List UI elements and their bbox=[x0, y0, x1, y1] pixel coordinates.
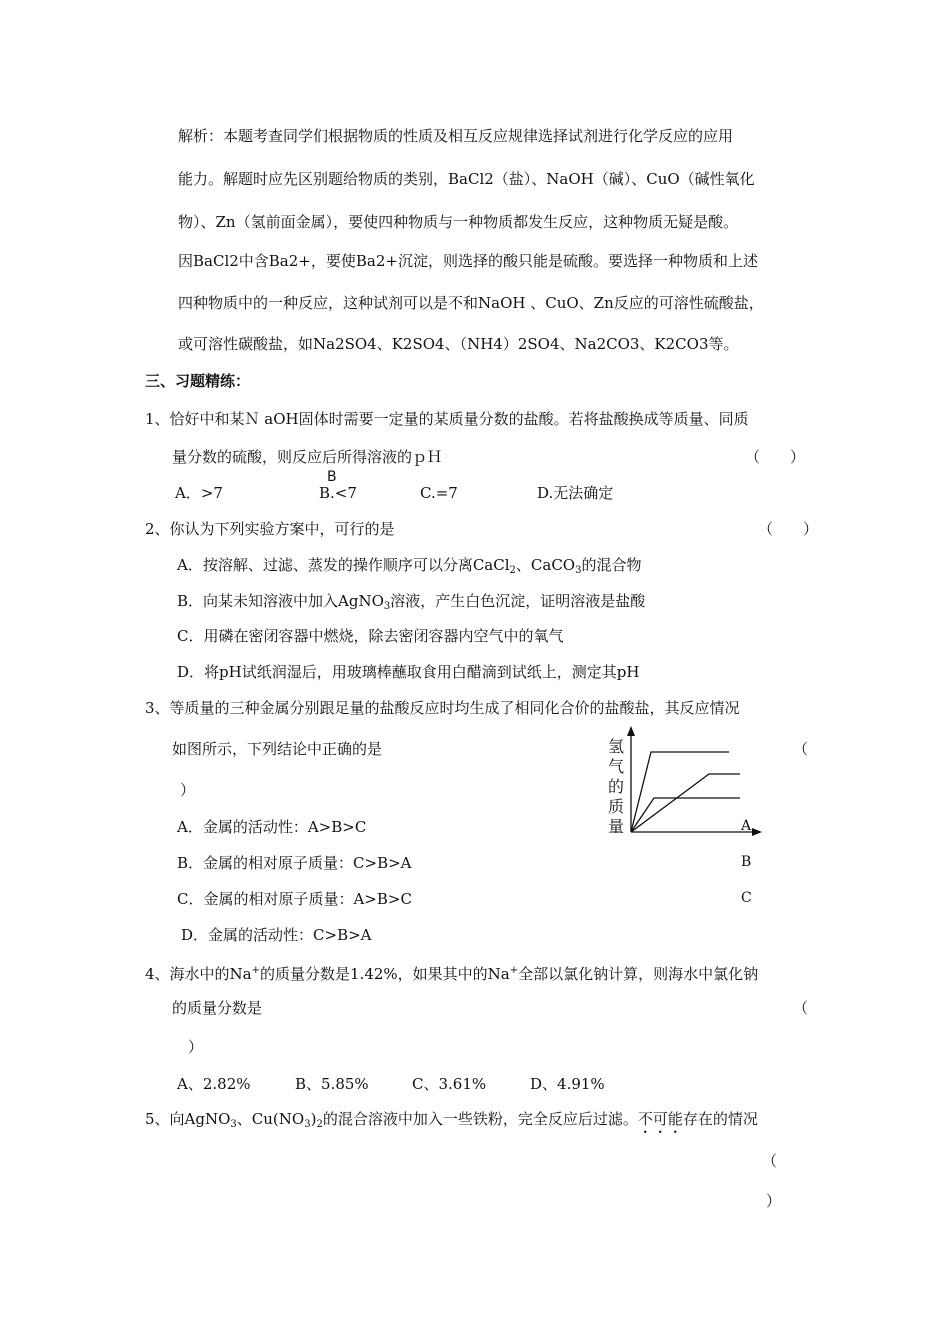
q1-option-b: B.<7 bbox=[319, 484, 357, 502]
q4-stem-line-2: 的质量分数是 bbox=[172, 999, 263, 1017]
q5-emphasis: 不可能 bbox=[637, 1110, 683, 1128]
q2-option-c: C．用磷在密闭容器中燃烧，除去密闭容器内空气中的氧气 bbox=[177, 627, 564, 645]
analysis-line-1: 解析：本题考查同学们根据物质的性质及相互反应规律选择试剂进行化学反应的应用 bbox=[178, 127, 734, 145]
q4-option-a: A、2.82% bbox=[177, 1075, 251, 1093]
graph-y-arrow bbox=[627, 726, 635, 736]
q2-option-d: D．将pH试纸润湿后，用玻璃棒蘸取食用白醋滴到试纸上，测定其pH bbox=[177, 663, 640, 681]
graph-line-a bbox=[631, 752, 729, 832]
graph-ylabel-1: 氢 bbox=[608, 737, 625, 756]
q3-option-d: D．金属的活动性：C>B>A bbox=[181, 926, 372, 944]
analysis-line-3: 物）、Zn（氢前面金属），要使四种物质与一种物质都发生反应，这种物质无疑是酸。 bbox=[178, 213, 739, 231]
q3-option-a: A．金属的活动性：A>B>C bbox=[177, 818, 367, 836]
q4-option-b: B、5.85% bbox=[295, 1075, 369, 1093]
q3-stem-line-1: 3、等质量的三种金属分别跟足量的盐酸反应时均生成了相同化合价的盐酸盐，其反应情况 bbox=[145, 699, 740, 717]
q4-stem-line-1: 4、海水中的Na+的质量分数是1.42%，如果其中的Na+全部以氯化钠计算，则海水中氯化钠 bbox=[145, 965, 759, 983]
graph-line-b bbox=[631, 774, 740, 832]
section-title: 三、习题精练： bbox=[145, 372, 251, 390]
graph-label-c: C bbox=[741, 890, 752, 906]
q1-stem-line-2: 量分数的硫酸，则反应后所得溶液的ｐＨ bbox=[172, 448, 443, 466]
q1-answer-paren: （ ） bbox=[745, 448, 806, 466]
q5-paren-close: ） bbox=[766, 1192, 782, 1210]
q3-stem-line-2: 如图所示，下列结论中正确的是 bbox=[172, 740, 383, 758]
graph-ylabel-5: 量 bbox=[608, 817, 625, 836]
graph-ylabel-3: 的 bbox=[608, 777, 625, 796]
q5-stem: 5、向AgNO$_3$、$Cu(NO_3)_2$的混合溶液中加入一些铁粉，完全反应后过滤。不可能存在的情况 bbox=[145, 1110, 758, 1130]
q4-paren-close: ） bbox=[188, 1038, 204, 1056]
analysis-line-2: 能力。解题时应先区别题给物质的类别，BaCl2（盐）、NaOH（碱）、CuO（碱性氧化 bbox=[178, 170, 755, 188]
graph-line-c bbox=[631, 798, 740, 832]
graph-ylabel-4: 质 bbox=[608, 797, 625, 816]
q3-option-b: B．金属的相对原子质量：C>B>A bbox=[177, 854, 412, 872]
q4-option-d: D、4.91% bbox=[530, 1075, 605, 1093]
q1-option-c: C.=7 bbox=[420, 484, 458, 502]
q2-answer-paren: （ ） bbox=[758, 520, 819, 538]
q4-paren-open: （ bbox=[793, 999, 809, 1017]
graph-label-b: B bbox=[741, 854, 752, 870]
q3-paren-close: ） bbox=[180, 781, 196, 799]
graph-x-arrow bbox=[752, 828, 762, 836]
graph-ylabel-2: 气 bbox=[608, 757, 625, 776]
graph-label-a: A bbox=[741, 818, 752, 834]
q2-stem: 2、你认为下列实验方案中，可行的是 bbox=[145, 520, 395, 538]
q1-option-a: A．>7 bbox=[175, 484, 223, 502]
q3-paren-open: （ bbox=[793, 740, 809, 758]
q3-option-c: C．金属的相对原子质量：A>B>C bbox=[177, 890, 412, 908]
q5-paren-open: （ bbox=[762, 1152, 778, 1170]
analysis-line-6: 或可溶性碳酸盐，如Na2SO4、K2SO4、（NH4）2SO4、Na2CO3、K2CO3等。 bbox=[178, 335, 739, 353]
analysis-line-4: 因BaCl2中含Ba2+，要使Ba2+沉淀，则选择的酸只能是硫酸。要选择一种物质和上述 bbox=[178, 252, 758, 270]
q1-stem-line-1: 1、恰好中和某Ｎ aOH固体时需要一定量的某质量分数的盐酸。若将盐酸换成等质量、同质 bbox=[145, 410, 749, 428]
q1-answer-mark: B bbox=[327, 469, 337, 485]
q2-option-a: A．按溶解、过滤、蒸发的操作顺序可以分离CaCl$_2$、CaCO$_3$的混合物 bbox=[177, 556, 642, 576]
analysis-line-5: 四种物质中的一种反应，这种试剂可以是不和NaOH 、CuO、Zn反应的可溶性硫酸盐， bbox=[178, 294, 764, 312]
q4-option-c: C、3.61% bbox=[412, 1075, 487, 1093]
q1-option-d: D.无法确定 bbox=[537, 484, 614, 502]
q2-option-b: B．向某未知溶液中加入AgNO$_3$溶液，产生白色沉淀，证明溶液是盐酸 bbox=[177, 592, 646, 612]
q3-graph bbox=[590, 726, 780, 906]
